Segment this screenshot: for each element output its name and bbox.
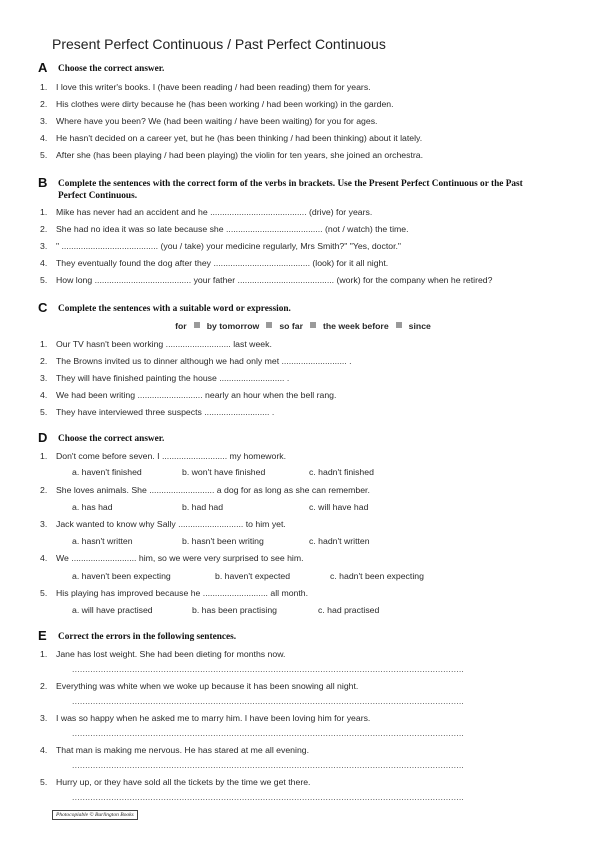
square-bullet-icon	[194, 322, 200, 328]
option-b: b. had had	[182, 502, 224, 512]
section-b-item-4: 4. They eventually found the dog after they ........................................ (look) for it all night.	[40, 258, 389, 268]
option-c: c. will have had	[309, 502, 369, 512]
section-d-letter: D	[38, 430, 48, 445]
section-e-item-2: 2. Everything was white when we woke up because it has been snowing all night.	[40, 681, 359, 691]
section-b-letter: B	[38, 175, 48, 190]
section-d-instruction: Choose the correct answer.	[58, 434, 165, 444]
section-c-item-2: 2. The Browns invited us to dinner although we had only met ........................... .	[40, 356, 352, 366]
section-c-item-4: 4. We had been writing ........................... nearly an hour when the bell rang.	[40, 390, 337, 400]
option-b: b. won't have finished	[182, 467, 266, 477]
copyright-footer: Photocopiable © Burlington Books	[52, 810, 138, 820]
section-e-item-3: 3. I was so happy when he asked me to marry him. I have been loving him for years.	[40, 713, 371, 723]
section-e-item-4: 4. That man is making me nervous. He has stared at me all evening.	[40, 745, 310, 755]
section-a-item-4: 4. He hasn't decided on a career yet, but he (has been thinking / had been thinking) about it lately.	[40, 133, 423, 143]
section-c-instruction: Complete the sentences with a suitable word or expression.	[58, 304, 291, 314]
word-box	[0, 321, 606, 331]
section-d-item-5: 5. His playing has improved because he ........................... all month.	[40, 588, 309, 598]
word-box-item: by tomorrow	[206, 321, 260, 331]
word-box-item: since	[408, 321, 431, 331]
section-d-item-1: 1. Don't come before seven. I ........................... my homework.	[40, 451, 287, 461]
option-b: b. haven't expected	[215, 571, 291, 581]
option-a: a. haven't finished	[72, 467, 142, 477]
section-c-letter: C	[38, 300, 48, 315]
option-b: b. hasn't been writing	[182, 536, 264, 546]
option-a: a. will have practised	[72, 605, 153, 615]
section-c-item-3: 3. They will have finished painting the house ........................... .	[40, 373, 290, 383]
answer-line[interactable]: ......................................................................................................................................................	[72, 760, 465, 770]
option-c: c. hadn't finished	[309, 467, 374, 477]
section-e-instruction: Correct the errors in the following sentences.	[58, 632, 237, 642]
section-a-item-3: 3. Where have you been? We (had been waiting / have been waiting) for you for ages.	[40, 116, 378, 126]
square-bullet-icon	[310, 322, 316, 328]
square-bullet-icon	[396, 322, 402, 328]
option-a: a. hasn't written	[72, 536, 133, 546]
option-c: c. hadn't written	[309, 536, 370, 546]
section-a-item-5: 5. After she (has been playing / had been playing) the violin for ten years, she joined an orchestra.	[40, 150, 424, 160]
section-c-item-1: 1. Our TV hasn't been working ........................... last week.	[40, 339, 272, 349]
section-a-letter: A	[38, 60, 48, 75]
section-a-item-1: 1. I love this writer's books. I (have been reading / had been reading) them for years.	[40, 82, 371, 92]
option-c: c. hadn't been expecting	[330, 571, 424, 581]
option-a: a. has had	[72, 502, 113, 512]
section-b-item-3: 3. " ........................................ (you / take) your medicine regularly, Mrs Smith?" "Yes, doctor."	[40, 241, 401, 251]
section-a-item-2: 2. His clothes were dirty because he (has been working / had been working) in the garden.	[40, 99, 394, 109]
option-b: b. has been practising	[192, 605, 278, 615]
section-e-item-1: 1. Jane has lost weight. She had been dieting for months now.	[40, 649, 286, 659]
square-bullet-icon	[266, 322, 272, 328]
section-b-item-5: 5. How long ........................................ your father ........................................ (work) for the company when he retired?	[40, 275, 493, 285]
section-d-item-3: 3. Jack wanted to know why Sally ........................... to him yet.	[40, 519, 286, 529]
section-b-item-2: 2. She had no idea it was so late because she ........................................ (not / watch) the time.	[40, 224, 409, 234]
option-a: a. haven't been expecting	[72, 571, 171, 581]
answer-line[interactable]: ......................................................................................................................................................	[72, 728, 465, 738]
word-box-item: the week before	[322, 321, 389, 331]
answer-line[interactable]: ......................................................................................................................................................	[72, 664, 465, 674]
section-e-item-5: 5. Hurry up, or they have sold all the tickets by the time we get there.	[40, 777, 311, 787]
section-b-instruction: Complete the sentences with the correct form of the verbs in brackets. Use the Present Perfect Continuous or the Past Perfect Continuous.	[58, 179, 523, 201]
section-d-item-4: 4. We ........................... him, so we were very surprised to see him.	[40, 553, 304, 563]
answer-line[interactable]: ......................................................................................................................................................	[72, 792, 465, 802]
option-c: c. had practised	[318, 605, 380, 615]
answer-line[interactable]: ......................................................................................................................................................	[72, 696, 465, 706]
section-b-item-1: 1. Mike has never had an accident and he ........................................ (drive) for years.	[40, 207, 373, 217]
page-title: Present Perfect Continuous / Past Perfect Continuous	[52, 36, 386, 52]
word-box-item: for	[175, 321, 187, 331]
section-d-item-2: 2. She loves animals. She ........................... a dog for as long as she can remember.	[40, 485, 370, 495]
section-e-letter: E	[38, 628, 47, 643]
word-box-item: so far	[279, 321, 303, 331]
section-c-item-5: 5. They have interviewed three suspects ........................... .	[40, 407, 275, 417]
section-a-instruction: Choose the correct answer.	[58, 64, 165, 74]
